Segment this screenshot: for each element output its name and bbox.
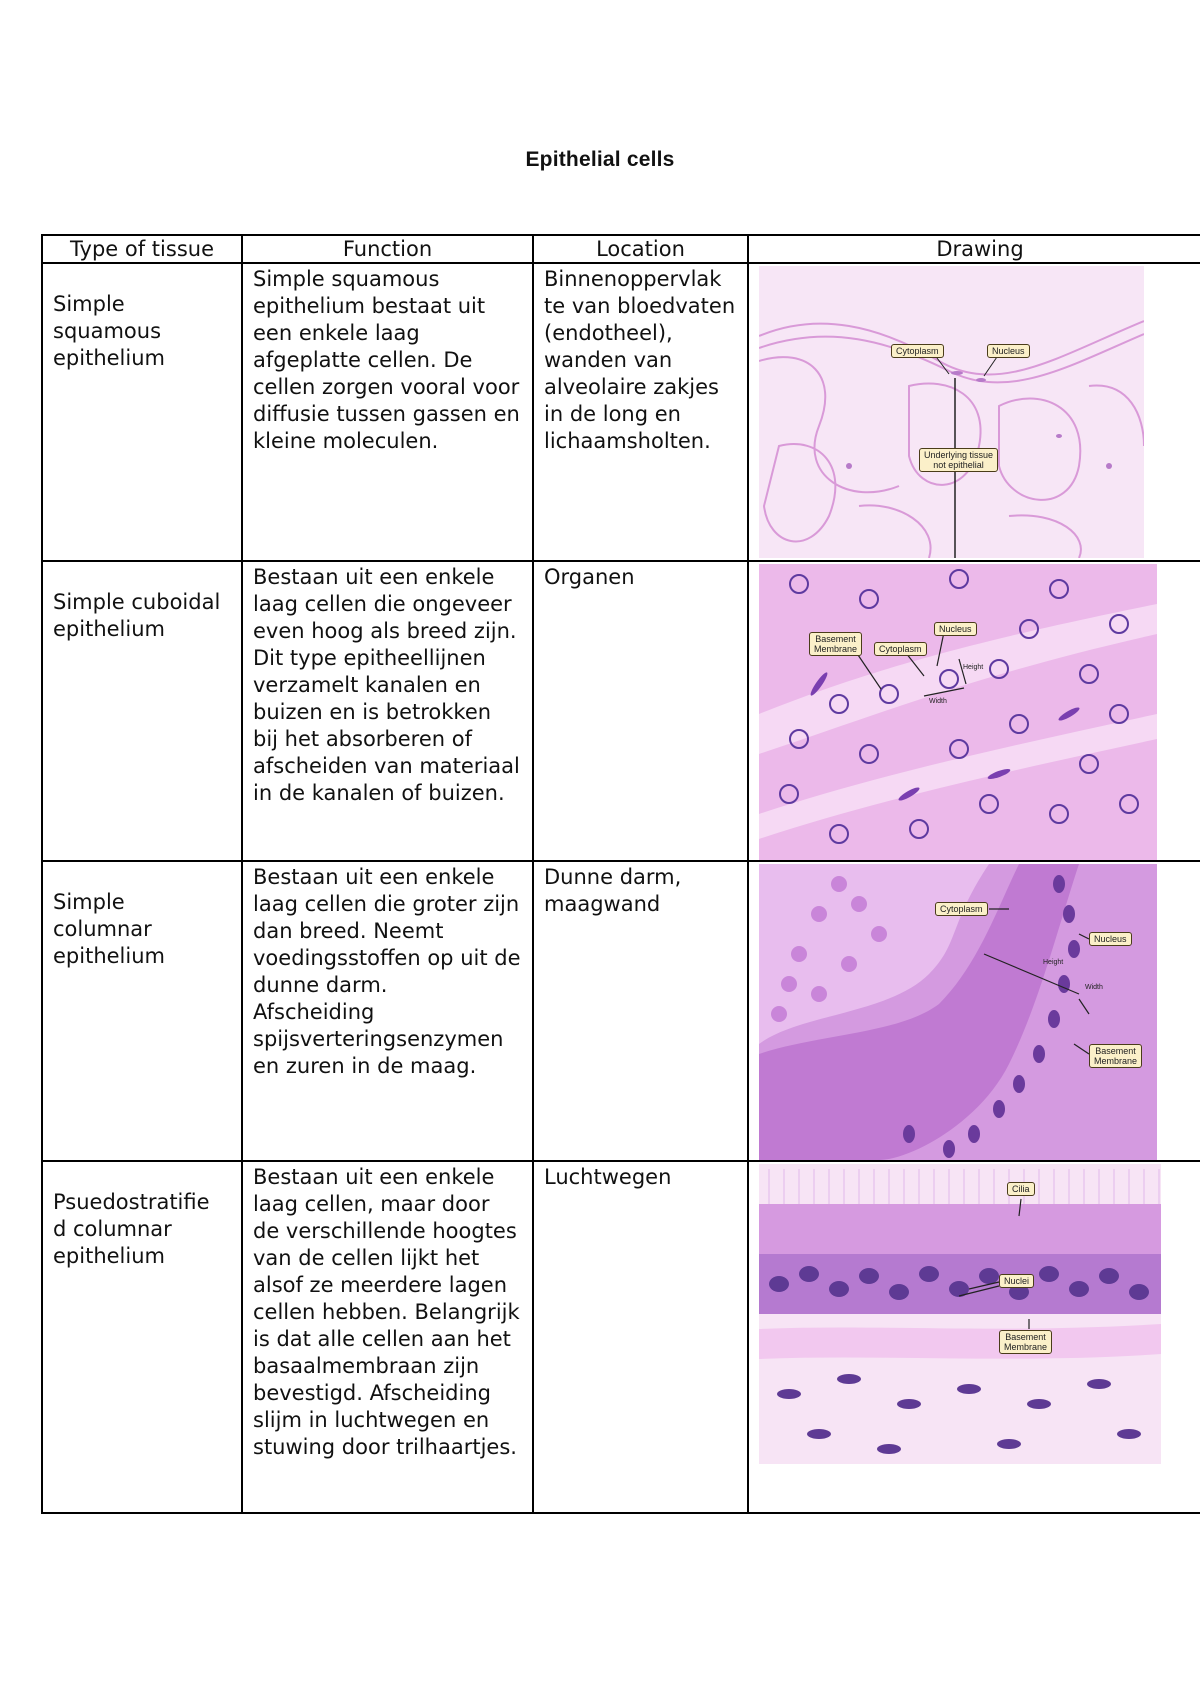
label-basement-membrane: Basement Membrane xyxy=(1089,1044,1142,1068)
tissue-type-text: Psuedostratifie d columnar epithelium xyxy=(53,1190,210,1268)
label-nucleus: Nucleus xyxy=(934,622,977,636)
location-text: Dunne darm, maagwand xyxy=(544,865,688,916)
table-row xyxy=(42,561,1200,861)
location-cell xyxy=(533,861,748,1161)
label-underlying-tissue: Underlying tissue not epithelial xyxy=(919,448,998,472)
label-height: Height xyxy=(1043,959,1064,966)
label-height: Height xyxy=(963,664,984,671)
location-cell xyxy=(533,561,748,861)
pseudostratified-micrograph xyxy=(759,1164,1161,1464)
tissue-type-cell xyxy=(42,1161,242,1513)
table-row xyxy=(42,1161,1200,1513)
tissue-type-text: Simple cuboidal epithelium xyxy=(53,590,227,641)
table-row xyxy=(42,263,1200,561)
label-cytoplasm: Cytoplasm xyxy=(935,902,988,916)
function-text: Bestaan uit een enkele laag cellen die ongeveer even hoog als breed zijn. Dit type epitheellijnen verzamelt kanalen en buizen en is betrokken bij het absorberen of afscheiden van materiaal in de kanalen of buizen. xyxy=(253,565,527,805)
location-text: Luchtwegen xyxy=(544,1165,672,1189)
function-cell xyxy=(242,263,533,561)
tissue-type-cell xyxy=(42,263,242,561)
label-width: Width xyxy=(929,698,947,705)
label-nuclei: Nuclei xyxy=(999,1274,1034,1288)
function-cell xyxy=(242,1161,533,1513)
label-basement-membrane: Basement Membrane xyxy=(809,632,862,656)
header-drawing: Drawing xyxy=(748,235,1200,263)
tissue-type-cell xyxy=(42,861,242,1161)
tissue-type-text: Simple columnar epithelium xyxy=(53,890,165,968)
tissue-type-text: Simple squamous epithelium xyxy=(53,292,165,370)
drawing-cell xyxy=(748,263,1200,561)
function-text: Simple squamous epithelium bestaat uit een enkele laag afgeplatte cellen. De cellen zorgen vooral voor diffusie tussen gassen en kleine moleculen. xyxy=(253,267,527,453)
page-title: Epithelial cells xyxy=(525,148,675,171)
function-text: Bestaan uit een enkele laag cellen, maar door de verschillende hoogtes van de cellen lijkt het alsof ze meerdere lagen cellen hebben. Belangrijk is dat alle cellen aan het basaalmembraan zijn bevestigd. Afscheiding slijm in luchtwegen en stuwing door trilhaartjes. xyxy=(253,1165,527,1459)
location-text: Organen xyxy=(544,565,635,589)
location-text: Binnenoppervlak te van bloedvaten (endotheel), wanden van alveolaire zakjes in de long en lichaamsholten. xyxy=(544,267,736,453)
tissue-type-cell xyxy=(42,561,242,861)
header-type-of-tissue: Type of tissue xyxy=(42,235,242,263)
drawing-cell xyxy=(748,1161,1200,1513)
cuboidal-micrograph xyxy=(759,564,1157,860)
header-location: Location xyxy=(533,235,748,263)
table-header-row xyxy=(42,235,1200,263)
epithelial-cells-table xyxy=(41,234,1200,1514)
header-function: Function xyxy=(242,235,533,263)
label-cytoplasm: Cytoplasm xyxy=(874,642,927,656)
drawing-cell xyxy=(748,861,1200,1161)
location-cell xyxy=(533,263,748,561)
label-cilia: Cilia xyxy=(1007,1182,1035,1196)
label-nucleus: Nucleus xyxy=(987,344,1030,358)
function-cell xyxy=(242,861,533,1161)
label-nucleus: Nucleus xyxy=(1089,932,1132,946)
label-basement-membrane: Basement Membrane xyxy=(999,1330,1052,1354)
label-width: Width xyxy=(1085,984,1103,991)
label-cytoplasm: Cytoplasm xyxy=(891,344,944,358)
squamous-micrograph xyxy=(759,266,1144,558)
function-text: Bestaan uit een enkele laag cellen die groter zijn dan breed. Neemt voedingsstoffen op uit de dunne darm. Afscheiding spijsverteringsenzymen en zuren in de maag. xyxy=(253,865,521,1078)
location-cell xyxy=(533,1161,748,1513)
function-cell xyxy=(242,561,533,861)
drawing-cell xyxy=(748,561,1200,861)
table-row xyxy=(42,861,1200,1161)
